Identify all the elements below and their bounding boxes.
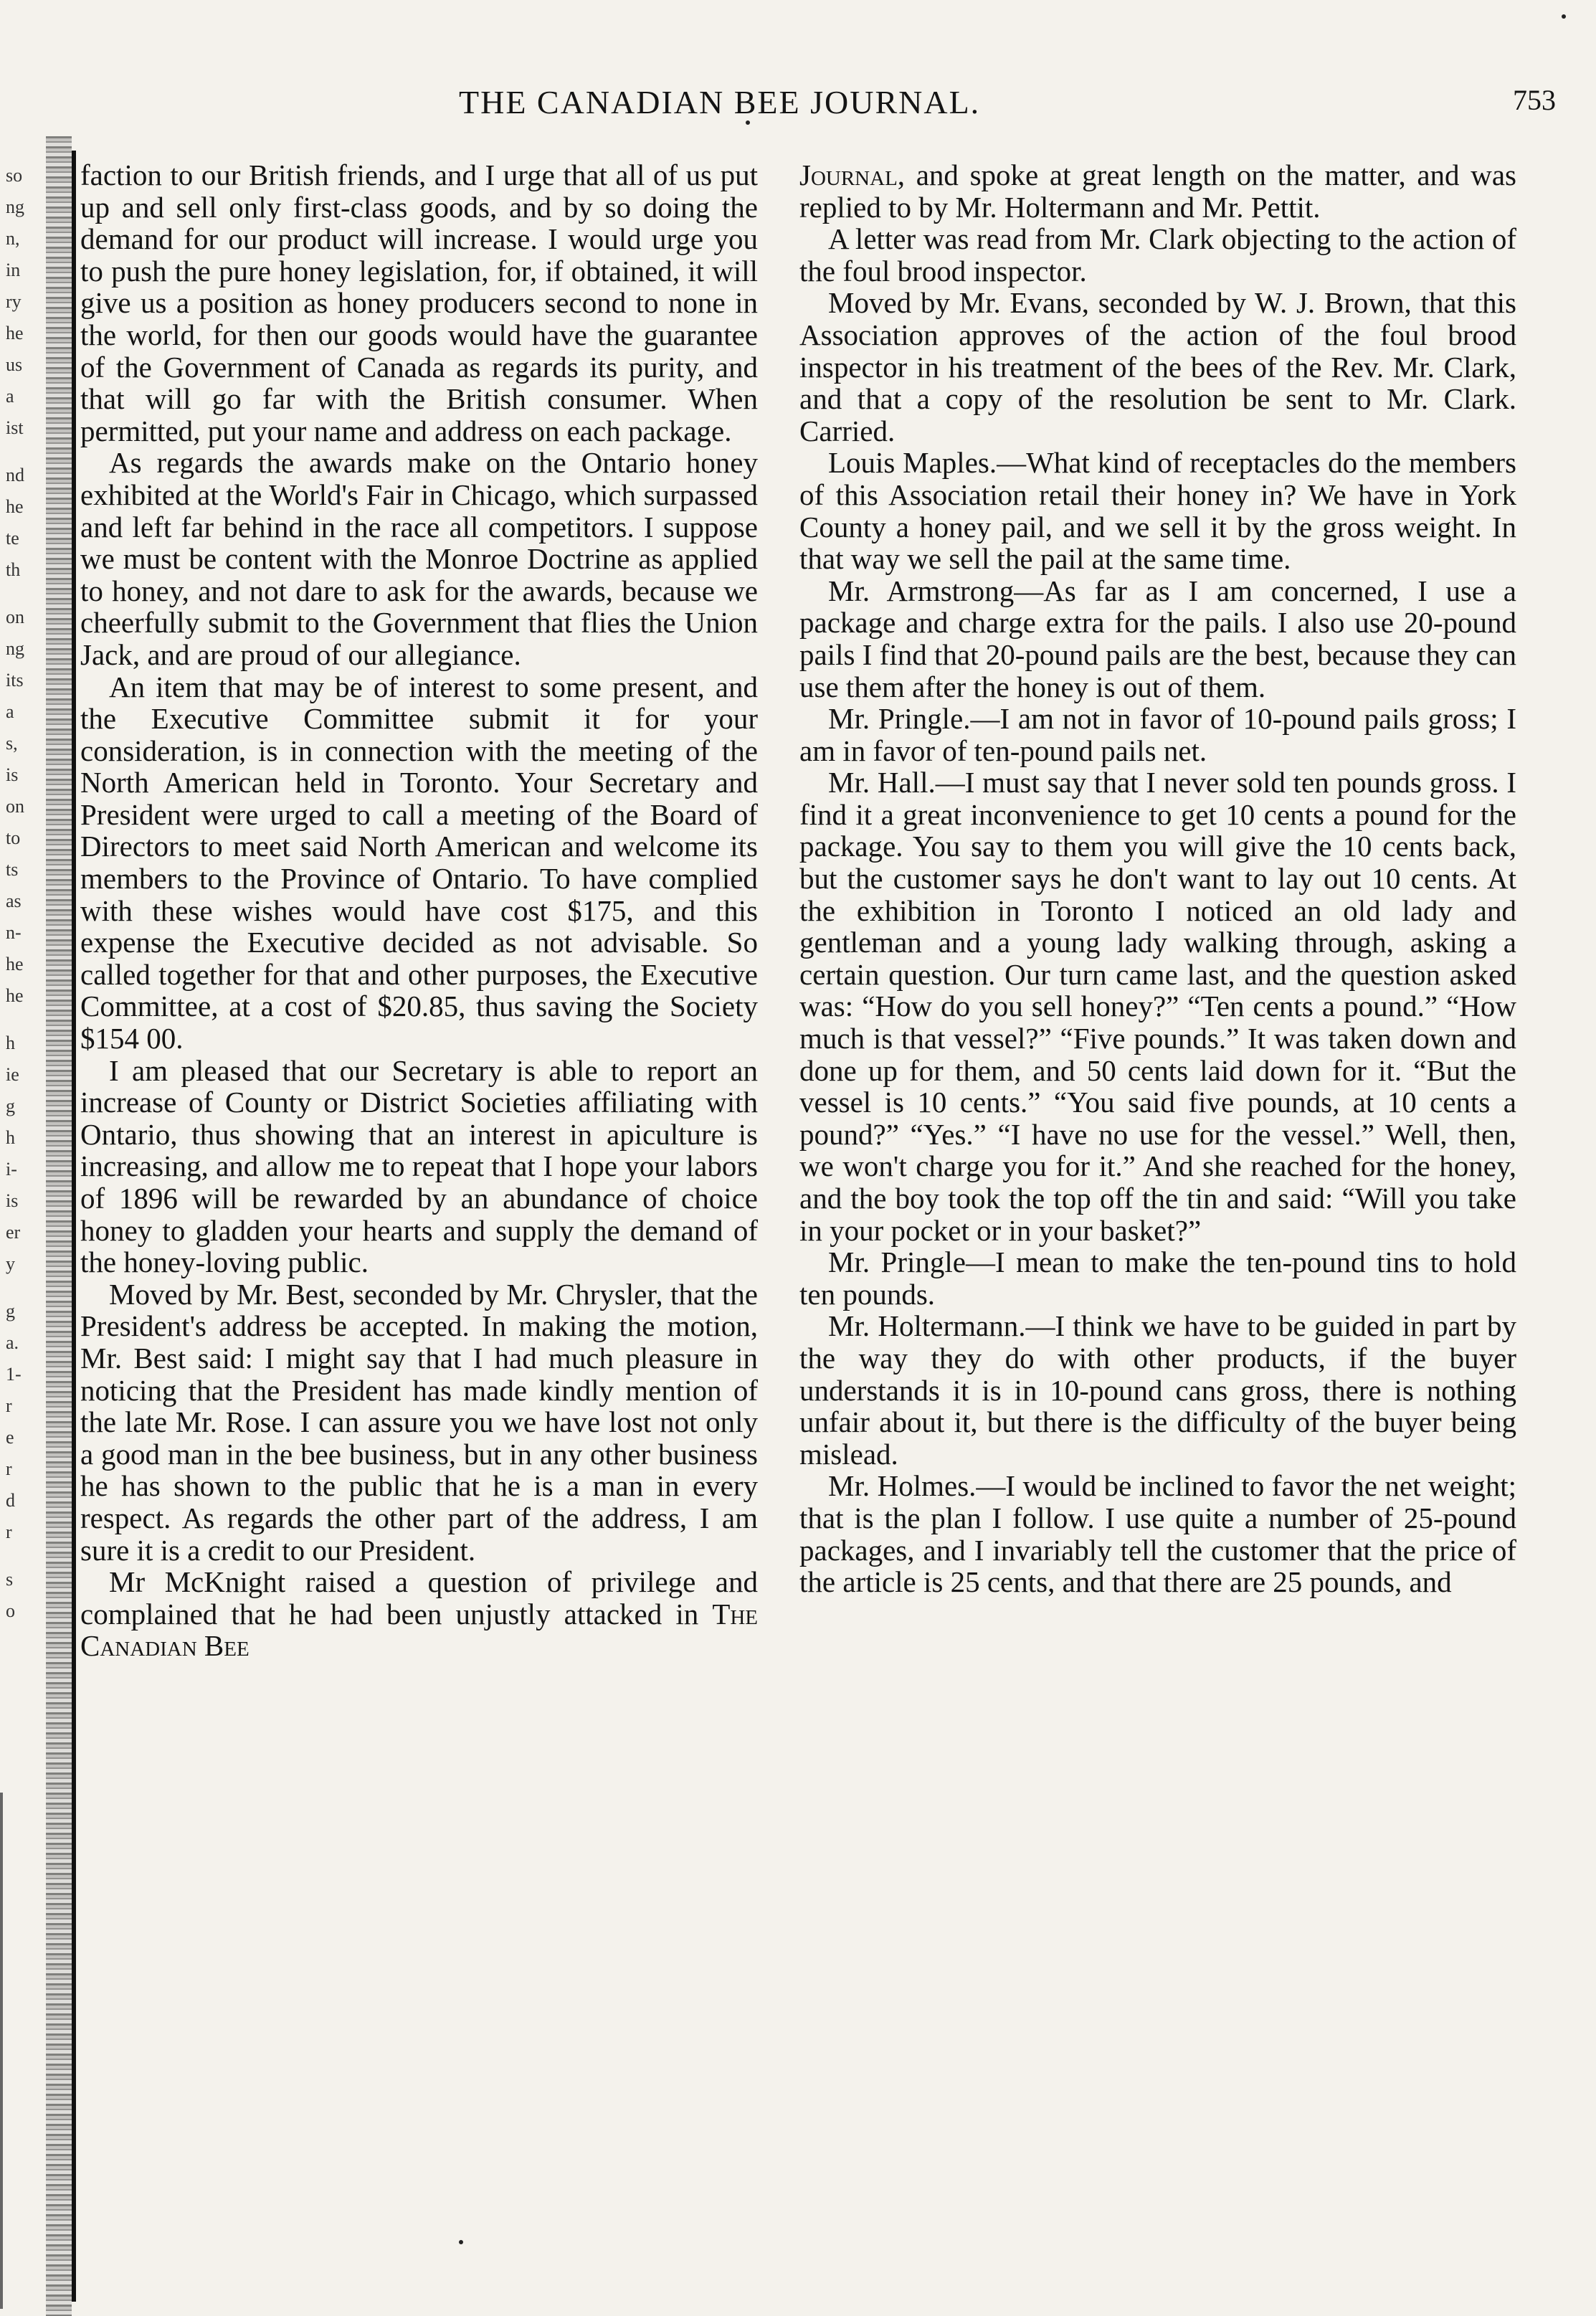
edge-fragment: 1- bbox=[6, 1364, 22, 1385]
edge-fragment: te bbox=[6, 528, 19, 549]
page-header bbox=[79, 83, 1556, 126]
journal-name-smallcaps: The Canadian Bee bbox=[80, 1597, 759, 1663]
binding-shadow bbox=[46, 136, 72, 2316]
print-speck bbox=[459, 2240, 463, 2244]
column-rule bbox=[72, 151, 76, 2302]
edge-fragment: n- bbox=[6, 922, 22, 943]
edge-fragment: y bbox=[6, 1253, 15, 1274]
edge-fragment: ie bbox=[6, 1064, 19, 1085]
edge-fragment: to bbox=[6, 827, 21, 848]
edge-fragment: on bbox=[6, 607, 24, 627]
edge-fragment: s, bbox=[6, 733, 18, 754]
edge-fragment: h bbox=[6, 1033, 15, 1053]
edge-fragment: is bbox=[6, 764, 19, 785]
edge-fragment: a. bbox=[6, 1332, 19, 1353]
edge-fragment: he bbox=[6, 954, 24, 974]
paragraph: Mr. Pringle—I mean to make the ten-pound tins to hold ten pounds. bbox=[799, 1245, 1516, 1311]
edge-fragment: he bbox=[6, 985, 24, 1006]
paragraph: Mr. Hall.—I must say that I never sold ten pounds gross. I find it a great inconvenience to get 10 cents a pound for the package. You say to them you will give the 10 cents back, but the customer says he don't want to lay out 10 cents. At the exhibition in Toronto I noticed an old lady and gentleman and a young lady walking through, asking a certain question. Our turn came last, and the question asked was: “How do you sell honey?” “Ten cents a pound.” “How much is that vessel?” “Five pounds.” It was taken down and done up for them, and 50 cents laid down for it. “But the vessel is 10 cents.” “You said five pounds, at 10 cents a pound?” “Yes.” “I have no use for the vessel.” Well, then, we won't charge you for it.” And she reached for the honey, and the boy took the top off the tin and said: “Will you take in your pocket or in your basket?” bbox=[799, 766, 1516, 1247]
right-column bbox=[799, 159, 1516, 1598]
edge-fragment: its bbox=[6, 670, 24, 690]
edge-fragment: s bbox=[6, 1569, 14, 1590]
edge-fragment: ry bbox=[6, 291, 22, 312]
paragraph: Moved by Mr. Best, seconded by Mr. Chrysler, that the President's address be accepted. In making the motion, Mr. Best said: I might say that I had much pleasure in noticing that the President has made kindly mention of the late Mr. Rose. I can assure you we have lost not only a good man in the bee business, but in any other business he has shown to the public that he is a man in every respect. As regards the other part of the address, I am sure it is a credit to our President. bbox=[80, 1277, 758, 1567]
edge-fragment: g bbox=[6, 1096, 15, 1116]
edge-fragment: nd bbox=[6, 465, 24, 485]
edge-fragment: o bbox=[6, 1600, 15, 1621]
edge-fragment: e bbox=[6, 1427, 14, 1448]
edge-fragment: h bbox=[6, 1127, 15, 1148]
edge-fragment: r bbox=[6, 1395, 12, 1416]
paragraph: Mr. Armstrong—As far as I am concerned, I use a package and charge extra for the pails. I also use 20-pound pails I find that 20-pound pails are the best, because they can use them after the honey is out of them. bbox=[799, 574, 1516, 703]
edge-fragment: er bbox=[6, 1222, 21, 1243]
edge-fragment: is bbox=[6, 1190, 19, 1211]
paragraph: Louis Maples.—What kind of receptacles do the members of this Association retail their honey in? We have in York County a honey pail, and we sell it by the gross weight. In that way we sell the pail at the same time. bbox=[799, 446, 1516, 576]
paragraph-text: and spoke at great length on the matter, and was replied to by Mr. Holtermann and Mr. Pettit. bbox=[799, 158, 1516, 224]
edge-rule bbox=[0, 1793, 3, 2309]
journal-title: THE CANADIAN BEE JOURNAL. bbox=[459, 84, 981, 120]
edge-fragment: ng bbox=[6, 638, 24, 659]
paragraph: A letter was read from Mr. Clark objecting to the action of the foul brood inspector. bbox=[799, 222, 1516, 288]
print-speck bbox=[746, 120, 750, 125]
left-column bbox=[80, 159, 758, 1662]
paragraph: An item that may be of interest to some present, and the Executive Committee submit it for your consideration, is in connection with the meeting of the North American held in Toronto. Your Secretary and President were urged to call a meeting of the Board of Directors to meet said North American and welcome its members to the Province of Ontario. To have complied with these wishes would have cost $175, and this expense the Executive decided as not advisable. So called together for that and other purposes, the Executive Committee, at a cost of $20.85, thus saving the Society $154 00. bbox=[80, 670, 758, 1055]
edge-fragment: in bbox=[6, 260, 21, 280]
edge-fragment: so bbox=[6, 165, 23, 186]
edge-fragment: r bbox=[6, 1458, 12, 1479]
paragraph: Moved by Mr. Evans, seconded by W. J. Brown, that this Association approves of the action of the foul brood inspector in his treatment of the bees of the Rev. Mr. Clark, and that a copy of the resolution be sent to Mr. Clark. Carried. bbox=[799, 286, 1516, 447]
edge-fragment: r bbox=[6, 1522, 12, 1542]
edge-fragment: us bbox=[6, 354, 23, 375]
edge-fragment: as bbox=[6, 891, 22, 911]
edge-fragment: ng bbox=[6, 196, 24, 217]
edge-fragment: g bbox=[6, 1301, 15, 1321]
journal-name-smallcaps: Journal, bbox=[799, 158, 906, 191]
edge-fragment: i- bbox=[6, 1159, 17, 1180]
binding-gutter bbox=[0, 108, 79, 2307]
paragraph: Mr. Pringle.—I am not in favor of 10-pound pails gross; I am in favor of ten-pound pails net. bbox=[799, 702, 1516, 767]
edge-fragment: th bbox=[6, 559, 21, 580]
edge-fragment: n, bbox=[6, 228, 20, 249]
page-number: 753 bbox=[1513, 84, 1556, 116]
edge-fragment: a bbox=[6, 386, 14, 407]
print-speck bbox=[1562, 14, 1566, 19]
edge-fragment: a bbox=[6, 701, 14, 722]
edge-fragment: he bbox=[6, 496, 24, 517]
edge-fragment: d bbox=[6, 1490, 15, 1511]
paragraph bbox=[799, 159, 1516, 223]
edge-fragment: ist bbox=[6, 417, 24, 438]
edge-fragment: he bbox=[6, 323, 24, 343]
paragraph bbox=[80, 1566, 758, 1662]
edge-fragment: on bbox=[6, 796, 24, 817]
paragraph-text: Mr McKnight raised a question of privilege and complained that he had been unjustly attacked in bbox=[80, 1565, 758, 1631]
edge-fragment: ts bbox=[6, 859, 19, 880]
paragraph: I am pleased that our Secretary is able to report an increase of County or District Societies affiliating with Ontario, thus showing that an interest in apiculture is increasing, and allow me to repeat that I hope your labors of 1896 will be rewarded by an abundance of choice honey to gladden your hearts and supply the demand of the honey-loving public. bbox=[80, 1053, 758, 1279]
paragraph: Mr. Holtermann.—I think we have to be guided in part by the way they do with other products, if the buyer understands it is in 10-pound cans gross, there is nothing unfair about it, but there is the difficulty of the buyer being mislead. bbox=[799, 1309, 1516, 1471]
paragraph: faction to our British friends, and I urge that all of us put up and sell only first-class goods, and by so doing the demand for our product will increase. I would urge you to push the pure honey legislation, for, if obtained, it will give us a position as honey producers second to none in the world, for then our goods would have the guarantee of the Government of Canada as regards its purity, and that will go far with the British consumer. When permitted, put your name and address on each package. bbox=[80, 158, 758, 447]
paragraph: As regards the awards make on the Ontario honey exhibited at the World's Fair in Chicago, which surpassed and left far behind in the race all competitors. I suppose we must be content with the Monroe Doctrine as applied to honey, and not dare to ask for the awards, because we cheerfully submit to the Government that flies the Union Jack, and are proud of our allegiance. bbox=[80, 446, 758, 671]
paragraph: Mr. Holmes.—I would be inclined to favor the net weight; that is the plan I follow. I use quite a number of 25-pound packages, and I invariably tell the customer that the price of the article is 25 cents, and that there are 25 pounds, and bbox=[799, 1469, 1516, 1599]
